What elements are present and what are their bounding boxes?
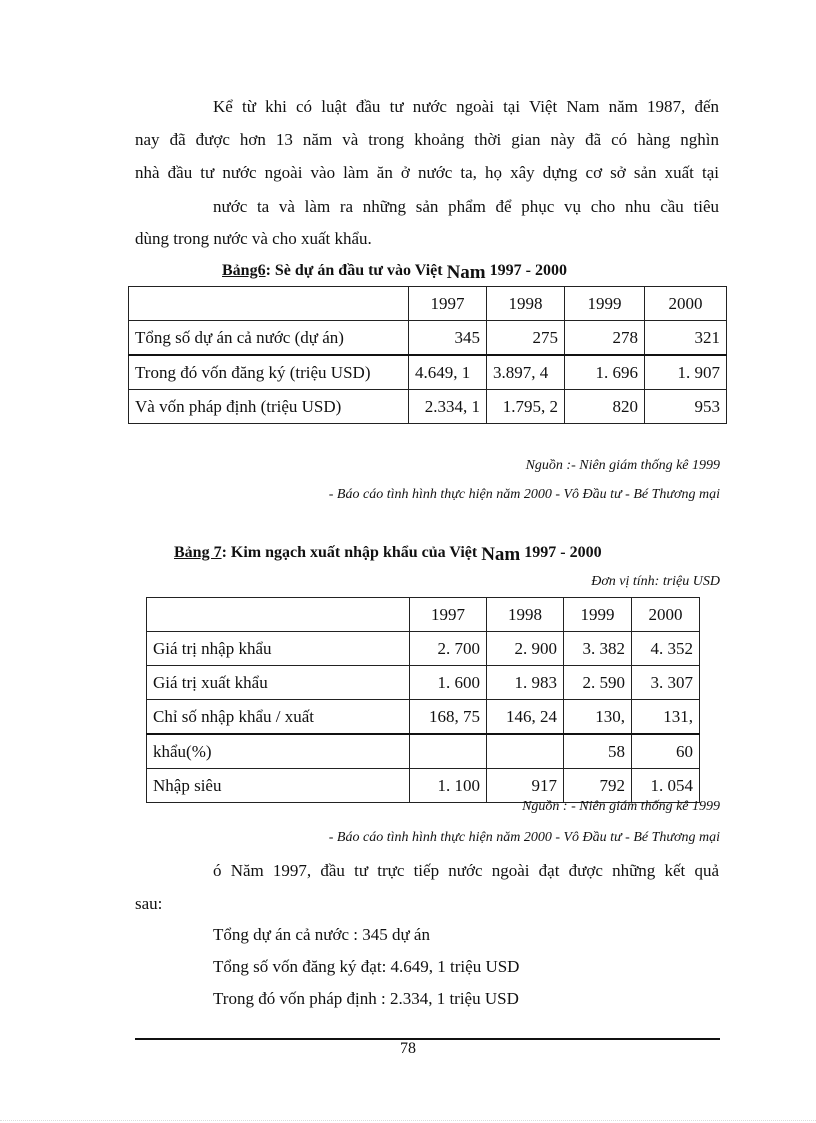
table6-header-cell: 1998 bbox=[487, 287, 565, 321]
table6-cell: 345 bbox=[409, 321, 487, 356]
paragraph-1-line-5: dùng trong nước và cho xuất khẩu. bbox=[135, 229, 372, 248]
paragraph-1-line-1: Kể từ khi có luật đầu tư nước ngoài tại Việt Nam năm 1987, đến bbox=[213, 97, 719, 116]
table-row bbox=[147, 632, 700, 666]
page-bottom-border bbox=[0, 1120, 816, 1121]
table7-cell: 1. 600 bbox=[410, 666, 487, 700]
table6-cell: 1.795, 2 bbox=[487, 390, 565, 424]
table7-cell: 1. 054 bbox=[632, 769, 700, 803]
table6-header-cell: 2000 bbox=[645, 287, 727, 321]
table7-cell: 3. 307 bbox=[632, 666, 700, 700]
table6-caption-years: 1997 - 2000 bbox=[485, 262, 567, 279]
table6-header-row bbox=[129, 287, 727, 321]
table7 bbox=[146, 597, 700, 803]
table7-row-label: khẩu(%) bbox=[147, 734, 410, 769]
table-row bbox=[129, 390, 727, 424]
table7-cell: 792 bbox=[564, 769, 632, 803]
table7-row-label: Giá trị xuất khẩu bbox=[147, 666, 410, 700]
table7-caption-label: Bảng 7 bbox=[174, 544, 222, 561]
table6-cell: 4.649, 1 bbox=[409, 355, 487, 390]
table6-caption bbox=[222, 260, 567, 281]
table7-header-row bbox=[147, 598, 700, 632]
table6-cell: 820 bbox=[565, 390, 645, 424]
table7-cell bbox=[487, 734, 564, 769]
table7-cell: 1. 100 bbox=[410, 769, 487, 803]
table7-cell: 1. 983 bbox=[487, 666, 564, 700]
table-row bbox=[147, 700, 700, 735]
table7-cell: 146, 24 bbox=[487, 700, 564, 735]
table6-cell: 2.334, 1 bbox=[409, 390, 487, 424]
paragraph-1-line-2: nay đã được hơn 13 năm và trong khoảng thời gian này đã có hàng nghìn bbox=[135, 130, 719, 149]
table7-cell: 130, bbox=[564, 700, 632, 735]
table7-header-cell: 1997 bbox=[410, 598, 487, 632]
table6-cell: 1. 907 bbox=[645, 355, 727, 390]
table7-cell: 168, 75 bbox=[410, 700, 487, 735]
table6-source-2: - Báo cáo tình hình thực hiện năm 2000 - Vô Đầu tư - Bé Thương mại bbox=[328, 487, 720, 502]
table6-row-label: Tổng số dự án cả nước (dự án) bbox=[129, 321, 409, 356]
table7-source-2: - Báo cáo tình hình thực hiện năm 2000 - Vô Đầu tư - Bé Thương mại bbox=[328, 830, 720, 845]
table-row bbox=[129, 321, 727, 356]
table6-header-cell bbox=[129, 287, 409, 321]
table-row bbox=[147, 666, 700, 700]
table-row bbox=[129, 355, 727, 390]
paragraph-2-item-2: Tổng số vốn đăng ký đạt: 4.649, 1 triệu USD bbox=[213, 957, 520, 976]
table7-unit: Đơn vị tính: triệu USD bbox=[591, 574, 720, 589]
table6-cell: 321 bbox=[645, 321, 727, 356]
table7-cell: 2. 900 bbox=[487, 632, 564, 666]
table6-cell: 953 bbox=[645, 390, 727, 424]
table7-cell: 60 bbox=[632, 734, 700, 769]
table7-caption bbox=[174, 542, 602, 563]
table7-cell: 58 bbox=[564, 734, 632, 769]
paragraph-2-item-3: Trong đó vốn pháp định : 2.334, 1 triệu USD bbox=[213, 989, 519, 1008]
table6-header-cell: 1997 bbox=[409, 287, 487, 321]
paragraph-2-line-2: sau: bbox=[135, 894, 163, 913]
table7-cell: 3. 382 bbox=[564, 632, 632, 666]
table7-header-cell: 2000 bbox=[632, 598, 700, 632]
table7-row-label: Giá trị nhập khẩu bbox=[147, 632, 410, 666]
table6-caption-label: Bảng6 bbox=[222, 262, 266, 279]
table7-source-1: Nguồn : - Niên giám thống kê 1999 bbox=[522, 799, 720, 814]
table7-header-cell bbox=[147, 598, 410, 632]
table7-cell: 2. 590 bbox=[564, 666, 632, 700]
table6-row-label: Và vốn pháp định (triệu USD) bbox=[129, 390, 409, 424]
table6-header-cell: 1999 bbox=[565, 287, 645, 321]
page-number: 78 bbox=[400, 1040, 416, 1057]
paragraph-1-line-4: nước ta và làm ra những sản phẩm để phục vụ cho nhu cầu tiêu bbox=[213, 197, 719, 216]
table7-caption-years: 1997 - 2000 bbox=[520, 544, 602, 561]
table7-row-label: Chỉ số nhập khẩu / xuất bbox=[147, 700, 410, 735]
table7-caption-nam: Nam bbox=[481, 544, 521, 565]
table6-source-1: Nguồn :- Niên giám thống kê 1999 bbox=[525, 458, 720, 473]
paragraph-2-item-1: Tổng dự án cả nước : 345 dự án bbox=[213, 925, 430, 944]
table7-row-label: Nhập siêu bbox=[147, 769, 410, 803]
table7-cell: 2. 700 bbox=[410, 632, 487, 666]
table6-cell: 1. 696 bbox=[565, 355, 645, 390]
table7-caption-text: : Kim ngạch xuất nhập khẩu của Việt bbox=[221, 544, 482, 561]
paragraph-2-line-1: ó Năm 1997, đầu tư trực tiếp nước ngoài đạt được những kết quả bbox=[213, 861, 719, 880]
table7-cell: 4. 352 bbox=[632, 632, 700, 666]
table7-header-cell: 1999 bbox=[564, 598, 632, 632]
table6 bbox=[128, 286, 727, 424]
table6-cell: 275 bbox=[487, 321, 565, 356]
table7-cell: 917 bbox=[487, 769, 564, 803]
table7-cell bbox=[410, 734, 487, 769]
table6-caption-nam: Nam bbox=[446, 262, 486, 283]
table7-cell: 131, bbox=[632, 700, 700, 735]
table7-header-cell: 1998 bbox=[487, 598, 564, 632]
table6-cell: 278 bbox=[565, 321, 645, 356]
table6-row-label: Trong đó vốn đăng ký (triệu USD) bbox=[129, 355, 409, 390]
table6-cell: 3.897, 4 bbox=[487, 355, 565, 390]
table6-caption-text: : Sè dự án đầu tư vào Việt bbox=[265, 262, 447, 279]
paragraph-1-line-3: nhà đầu tư nước ngoài vào làm ăn ở nước ta, họ xây dựng cơ sở sản xuất tại bbox=[135, 163, 719, 182]
table-row bbox=[147, 734, 700, 769]
